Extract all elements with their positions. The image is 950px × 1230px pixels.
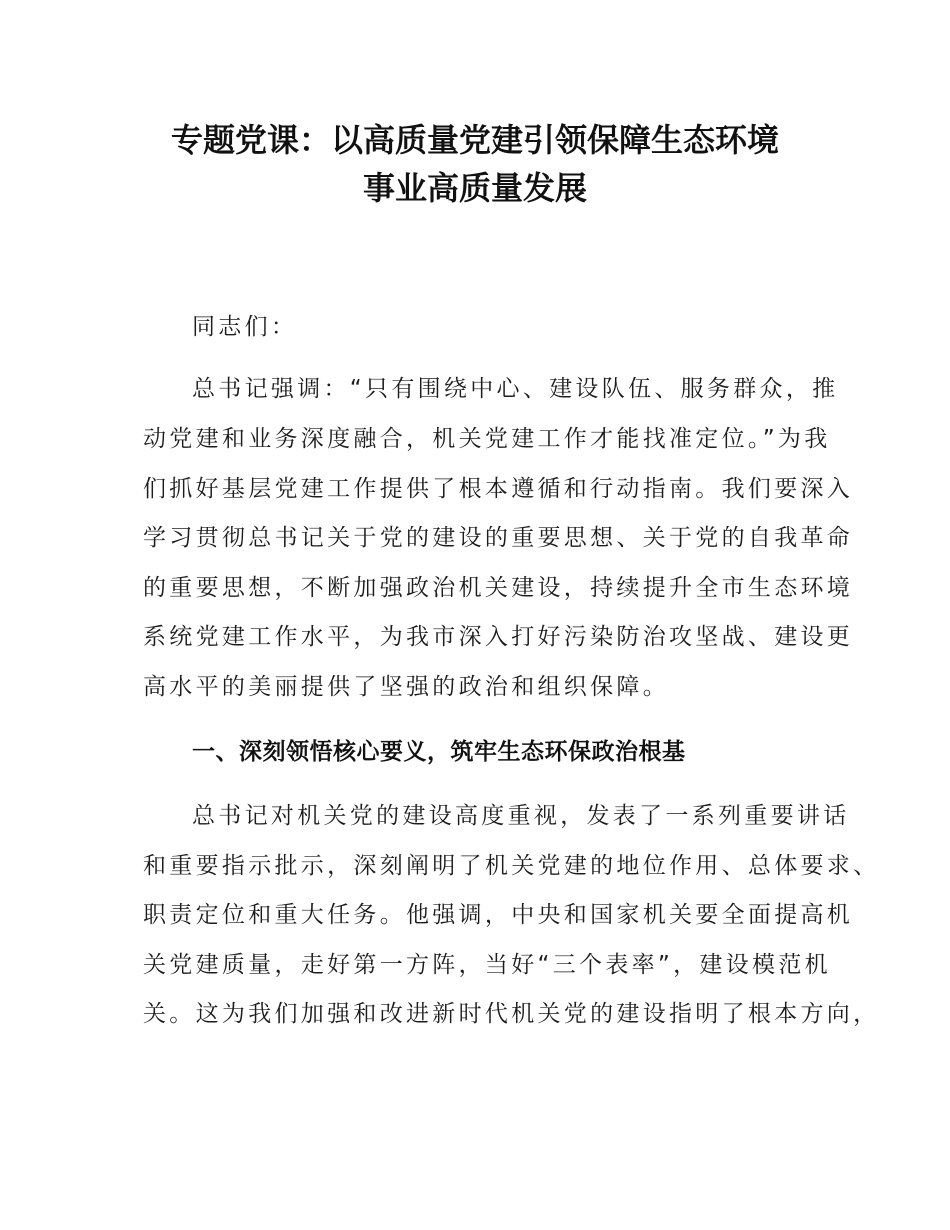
paragraph-line: 学习贯彻总书记关于党的建设的重要思想、关于党的自我革命 [143,525,854,551]
document-title-line-1: 专题党课：以高质量党建引领保障生态环境 [170,121,779,159]
paragraph-line: 总书记强调：“只有围绕中心、建设队伍、服务群众，推 [192,376,839,402]
section-heading-1: 一、深刻领悟核心要义，筑牢生态环保政治根基 [192,739,686,765]
paragraph-line: 高水平的美丽提供了坚强的政治和组织保障。 [143,674,669,700]
paragraph-line: 关。这为我们加强和改进新时代机关党的建设指明了根本方向， [143,1001,880,1027]
document-title-line-2: 事业高质量发展 [362,169,587,207]
paragraph-line: 动党建和业务深度融合，机关党建工作才能找准定位。”为我 [143,426,831,452]
paragraph-line: 职责定位和重大任务。他强调，中央和国家机关要全面提高机 [143,902,854,928]
paragraph-line: 总书记对机关党的建设高度重视，发表了一系列重要讲话 [192,803,850,829]
paragraph-line: 系统党建工作水平，为我市深入打好污染防治攻坚战、建设更 [143,624,854,650]
paragraph-line: 们抓好基层党建工作提供了根本遵循和行动指南。我们要深入 [143,476,854,502]
paragraph-line: 的重要思想，不断加强政治机关建设，持续提升全市生态环境 [143,575,854,601]
paragraph-line: 关党建质量，走好第一方阵，当好“三个表率”，建设模范机 [143,952,831,978]
paragraph-line: 和重要指示批示，深刻阐明了机关党建的地位作用、总体要求、 [143,853,880,879]
greeting: 同志们： [192,314,298,340]
